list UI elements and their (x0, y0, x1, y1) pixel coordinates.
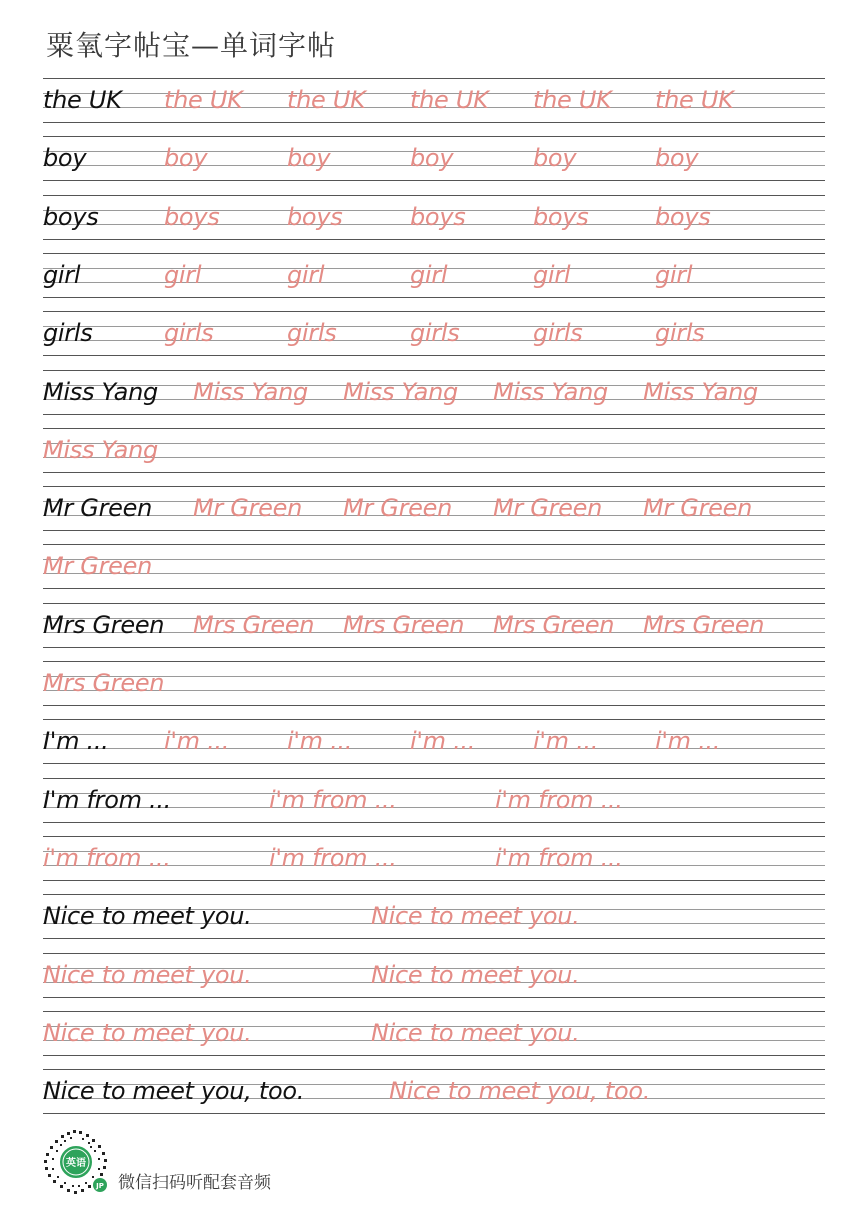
model-word: Mrs Green (43, 610, 165, 639)
trace-word: Mrs Green (343, 610, 465, 639)
guide-line (43, 953, 825, 954)
model-word: Miss Yang (43, 377, 158, 406)
trace-word: the UK (287, 86, 366, 114)
trace-word: girl (164, 260, 202, 289)
trace-word: girls (164, 319, 214, 348)
trace-word: i'm ... (410, 727, 476, 756)
trace-word: i'm ... (655, 727, 721, 756)
trace-word: Miss Yang (643, 377, 758, 406)
trace-word: Nice to meet you. (371, 1018, 580, 1047)
model-word: boys (43, 202, 99, 231)
guide-line (43, 880, 825, 881)
trace-word: i'm from ... (269, 785, 397, 814)
trace-word: Mrs Green (43, 669, 165, 697)
practice-row (43, 894, 825, 938)
guide-line (43, 122, 825, 123)
trace-word: boy (655, 144, 699, 173)
guide-line (43, 778, 825, 779)
trace-word: Mr Green (193, 494, 303, 523)
guide-line (43, 559, 825, 560)
practice-row (43, 253, 825, 297)
guide-line (43, 311, 825, 312)
trace-word: i'm from ... (495, 785, 623, 814)
trace-word: the UK (533, 86, 612, 114)
practice-row (43, 136, 825, 180)
trace-word: Miss Yang (343, 377, 458, 406)
guide-line (43, 938, 825, 939)
guide-line (43, 1069, 825, 1070)
practice-row (43, 428, 825, 472)
trace-word: Nice to meet you, too. (389, 1077, 651, 1106)
guide-line (43, 180, 825, 181)
qr-badge: 英语 (66, 1158, 86, 1169)
guide-line (43, 486, 825, 487)
guide-line (43, 1011, 825, 1012)
guide-line (43, 997, 825, 998)
guide-line (43, 428, 825, 429)
trace-word: Nice to meet you. (43, 1018, 252, 1047)
trace-word: boys (655, 202, 711, 231)
trace-word: Mr Green (493, 494, 603, 523)
guide-line (43, 443, 825, 444)
page-title: 粟氧字帖宝—单词字帖 (46, 29, 337, 62)
guide-line (43, 661, 825, 662)
trace-word: girls (287, 319, 337, 348)
trace-word: girl (533, 260, 571, 289)
trace-word: Nice to meet you. (43, 960, 252, 989)
trace-word: i'm ... (533, 727, 599, 756)
trace-word: the UK (410, 86, 489, 114)
guide-line (43, 763, 825, 764)
guide-line (43, 472, 825, 473)
trace-word: i'm from ... (43, 843, 171, 872)
practice-row (43, 836, 825, 880)
trace-word: boy (410, 144, 454, 173)
practice-row (43, 370, 825, 414)
trace-word: Mrs Green (493, 610, 615, 639)
model-word: girl (43, 260, 81, 289)
trace-word: boys (287, 202, 343, 231)
trace-word: Nice to meet you. (371, 960, 580, 989)
guide-line (43, 530, 825, 531)
practice-row (43, 1069, 825, 1113)
guide-line (43, 414, 825, 415)
trace-word: boy (164, 144, 208, 173)
guide-line (43, 253, 825, 254)
guide-line (43, 705, 825, 706)
guide-line (43, 719, 825, 720)
trace-word: Mrs Green (643, 610, 765, 639)
practice-row (43, 195, 825, 239)
model-word: Nice to meet you. (43, 902, 252, 931)
qr-code-icon[interactable] (42, 1128, 110, 1196)
footer (42, 1128, 442, 1198)
practice-row (43, 603, 825, 647)
guide-line (43, 370, 825, 371)
trace-word: Miss Yang (193, 377, 308, 406)
guide-line (43, 836, 825, 837)
trace-word: Mrs Green (193, 610, 315, 639)
practice-row (43, 1011, 825, 1055)
guide-line (43, 647, 825, 648)
trace-word: boys (164, 202, 220, 231)
practice-row (43, 486, 825, 530)
guide-line (43, 457, 825, 458)
trace-word: boy (533, 144, 577, 173)
practice-row (43, 661, 825, 705)
guide-line (43, 822, 825, 823)
guide-line (43, 195, 825, 196)
trace-word: girls (410, 319, 460, 348)
trace-word: Mr Green (43, 552, 153, 581)
practice-row (43, 544, 825, 588)
guide-line (43, 544, 825, 545)
guide-line (43, 1113, 825, 1114)
trace-word: i'm from ... (495, 843, 623, 872)
trace-word: girl (410, 260, 448, 289)
guide-line (43, 297, 825, 298)
trace-word: i'm from ... (269, 843, 397, 872)
trace-word: girls (533, 319, 583, 348)
model-word: girls (43, 319, 93, 348)
trace-word: Nice to meet you. (371, 902, 580, 931)
model-word: boy (43, 144, 87, 173)
trace-word: Miss Yang (493, 377, 608, 406)
trace-word: Mr Green (643, 494, 753, 523)
trace-word: i'm ... (287, 727, 353, 756)
trace-word: girl (287, 260, 325, 289)
model-word: the UK (43, 86, 122, 114)
guide-line (43, 573, 825, 574)
guide-line (43, 588, 825, 589)
guide-line (43, 894, 825, 895)
practice-row (43, 778, 825, 822)
trace-word: i'm ... (164, 727, 230, 756)
practice-row (43, 953, 825, 997)
footer-caption: 微信扫码听配套音频 (118, 1173, 271, 1193)
guide-line (43, 355, 825, 356)
model-word: Nice to meet you, too. (43, 1077, 305, 1106)
model-word: I'm from ... (43, 785, 171, 814)
trace-word: boys (533, 202, 589, 231)
trace-word: Mr Green (343, 494, 453, 523)
trace-word: boy (287, 144, 331, 173)
trace-word: girls (655, 319, 705, 348)
qr-corner-badge: JP (96, 1182, 104, 1190)
guide-line (43, 78, 825, 79)
guide-line (43, 136, 825, 137)
guide-line (43, 1055, 825, 1056)
model-word: Mr Green (43, 494, 153, 523)
practice-row (43, 719, 825, 763)
practice-row (43, 311, 825, 355)
guide-line (43, 603, 825, 604)
guide-line (43, 239, 825, 240)
model-word: I'm ... (43, 727, 109, 756)
trace-word: the UK (164, 86, 243, 114)
trace-word: Miss Yang (43, 435, 158, 464)
trace-word: girl (655, 260, 693, 289)
trace-word: the UK (655, 86, 734, 114)
trace-word: boys (410, 202, 466, 231)
practice-row (43, 78, 825, 122)
